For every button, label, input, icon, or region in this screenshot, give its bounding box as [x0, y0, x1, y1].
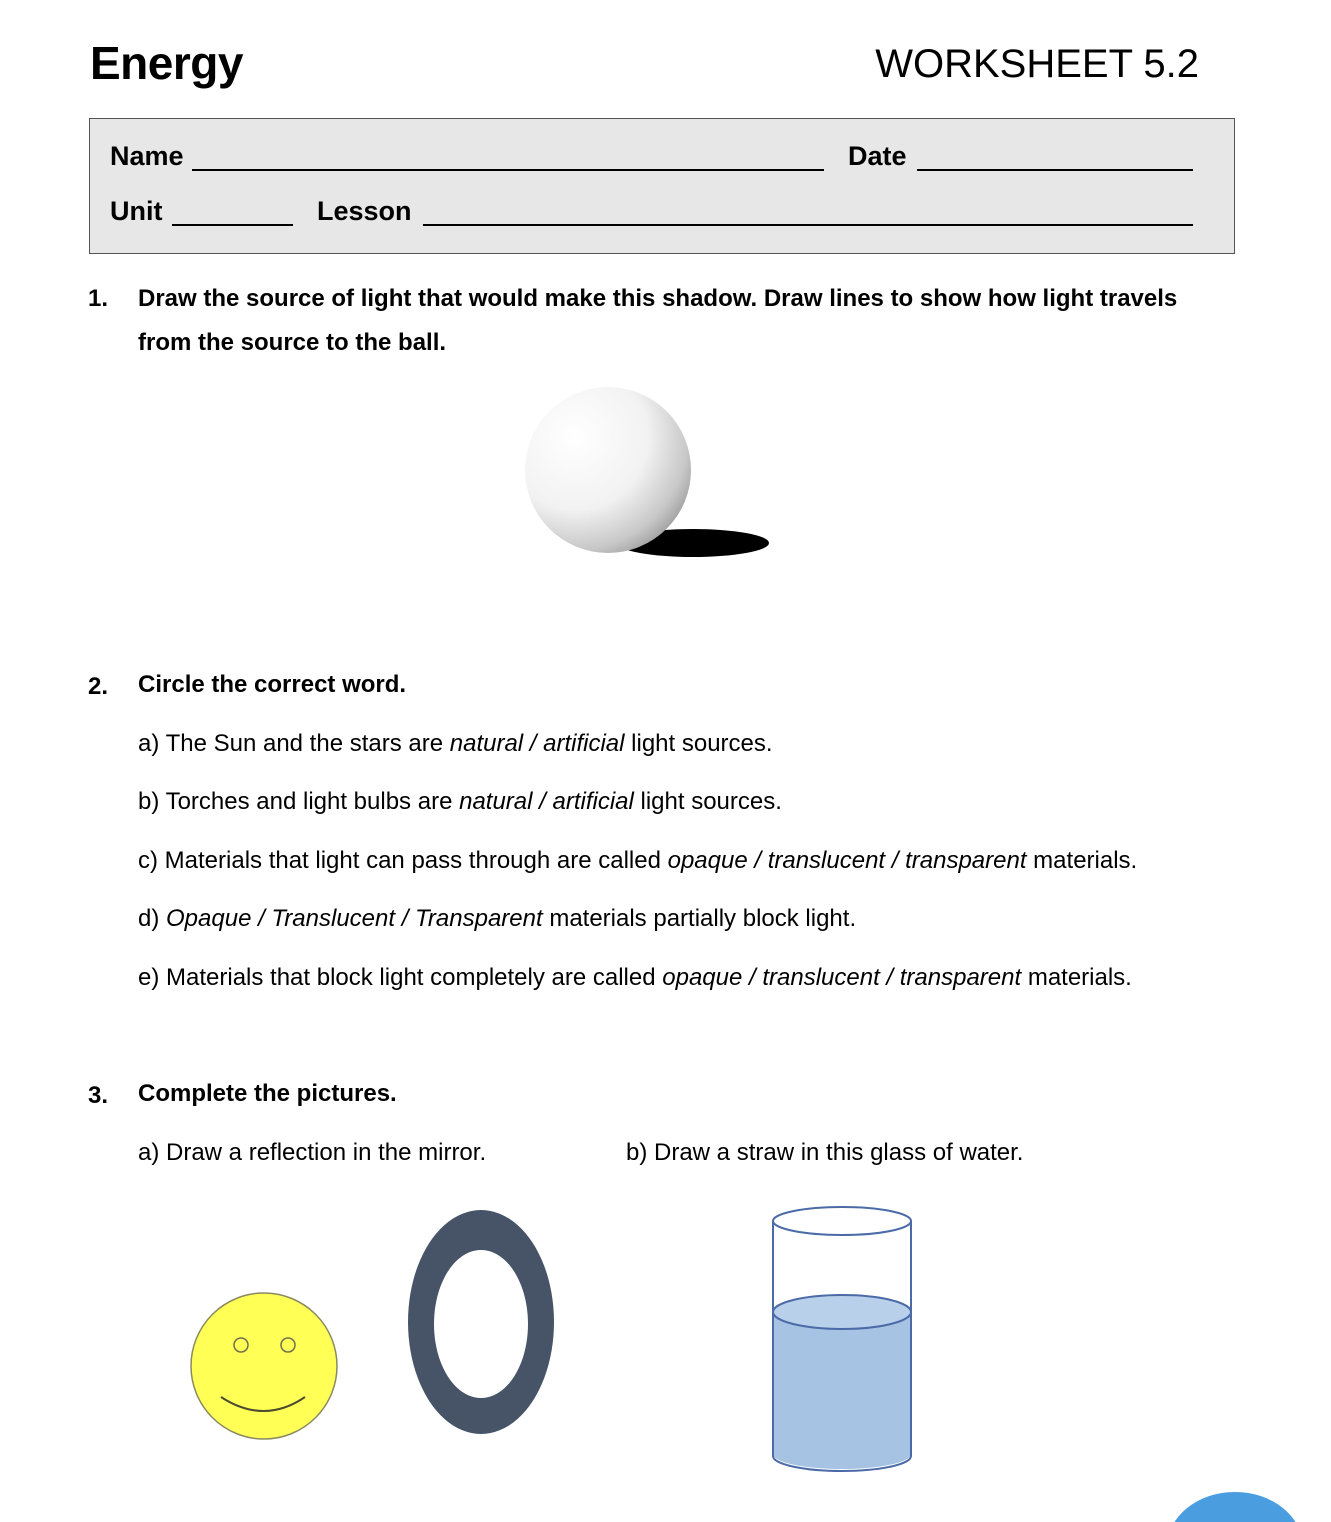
question-2-text: Circle the correct word.: [138, 671, 407, 698]
unit-field[interactable]: [172, 224, 293, 226]
question-2-number: 2.: [88, 673, 109, 700]
ball: [525, 387, 691, 553]
smiley-face-icon: [188, 1290, 348, 1450]
question-2b: b) Torches and light bulbs are natural / artificial light sources.: [138, 788, 782, 815]
question-2a: a) The Sun and the stars are natural / artificial light sources.: [138, 730, 773, 757]
question-2d: d) Opaque / Translucent / Transparent materials partially block light.: [138, 905, 857, 932]
question-3a: a) Draw a reflection in the mirror.: [138, 1139, 487, 1166]
choice-options[interactable]: natural / artificial: [459, 788, 634, 815]
choice-options[interactable]: opaque / translucent / transparent: [667, 847, 1027, 874]
name-field[interactable]: [192, 169, 824, 171]
question-3-text: Complete the pictures.: [138, 1080, 397, 1107]
question-2e: e) Materials that block light completely are called opaque / translucent / transparent materials.: [138, 964, 1132, 991]
choice-options[interactable]: Opaque / Translucent / Transparent: [166, 905, 543, 932]
decorative-blue-circle: [1165, 1492, 1305, 1522]
student-info-box: [89, 118, 1235, 254]
worksheet-number: WORKSHEET 5.2: [875, 42, 1199, 86]
glass-of-water-icon[interactable]: [765, 1200, 925, 1490]
question-2c: c) Materials that light can pass through are called opaque / translucent / transparent materials.: [138, 847, 1138, 874]
ball-with-shadow: [500, 375, 800, 575]
question-3-number: 3.: [88, 1082, 109, 1109]
question-1-text: Draw the source of light that would make this shadow. Draw lines to show how light travels from the source to the ball.: [138, 285, 1178, 356]
lesson-label: Lesson: [317, 196, 412, 226]
name-label: Name: [110, 141, 184, 171]
worksheet-subject: Energy: [90, 37, 243, 89]
question-1-number: 1.: [88, 285, 109, 312]
choice-options[interactable]: opaque / translucent / transparent: [662, 964, 1022, 991]
date-label: Date: [848, 141, 907, 171]
date-field[interactable]: [917, 169, 1193, 171]
mirror-icon[interactable]: [402, 1205, 562, 1445]
unit-label: Unit: [110, 196, 163, 226]
lesson-field[interactable]: [423, 224, 1193, 226]
question-3b: b) Draw a straw in this glass of water.: [626, 1139, 1024, 1166]
choice-options[interactable]: natural / artificial: [449, 730, 625, 757]
